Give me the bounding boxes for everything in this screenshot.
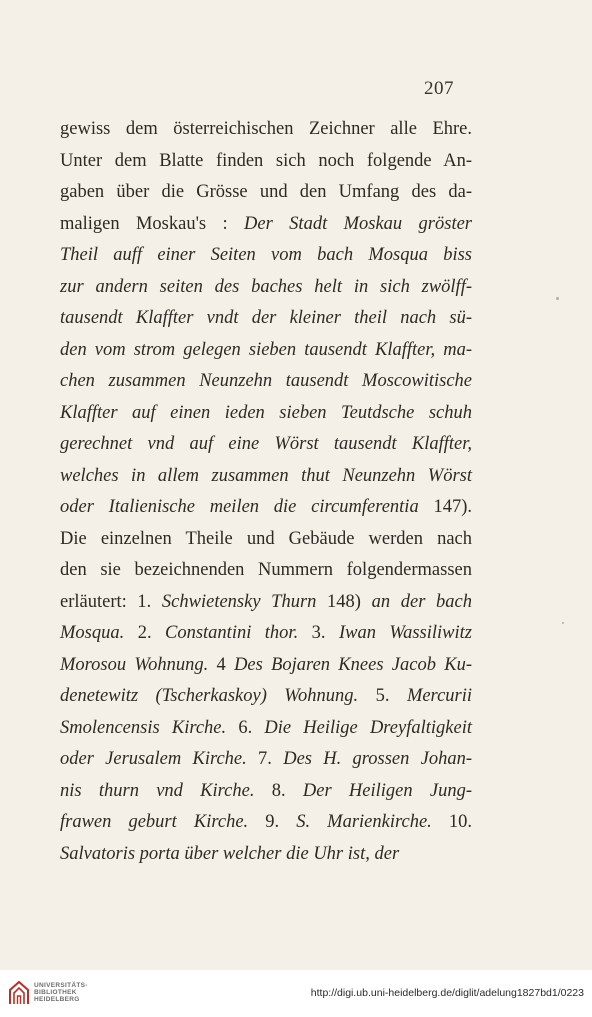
roman-text: 3. bbox=[298, 623, 339, 643]
roman-text: 7. bbox=[246, 749, 284, 769]
text-line bbox=[60, 272, 472, 304]
text-line bbox=[60, 461, 472, 493]
roman-text: 4 bbox=[208, 654, 235, 675]
library-name-line: UNIVERSITÄTS- bbox=[34, 982, 88, 989]
page-number: 207 bbox=[424, 78, 454, 99]
library-name-line: BIBLIOTHEK bbox=[34, 989, 77, 997]
page-speck bbox=[562, 622, 564, 624]
text-line bbox=[60, 618, 472, 650]
text-line bbox=[60, 713, 472, 745]
roman-text: maligen Moskau's : bbox=[60, 213, 245, 234]
text-line bbox=[60, 366, 472, 398]
text-line bbox=[60, 839, 472, 871]
italic-text: gerechnet vnd auf eine Wörst tausendt Klaffter, bbox=[60, 434, 472, 454]
roman-text: erläutert: 1. bbox=[60, 591, 162, 612]
italic-text: frawen geburt Kirche. bbox=[60, 812, 249, 832]
italic-text: S. Marienkirche. bbox=[296, 812, 432, 832]
italic-text: chen zusammen Neunzehn tausendt Moscowitische bbox=[60, 371, 472, 391]
italic-text: oder Italienische meilen die circumferentia bbox=[60, 497, 419, 517]
text-line bbox=[60, 807, 472, 839]
italic-text: den vom strom gelegen sieben tausendt Klaffter, ma- bbox=[60, 339, 472, 360]
roman-text: den sie bezeichnenden Nummern folgendermassen bbox=[60, 560, 472, 580]
italic-text: Mercurii bbox=[406, 686, 473, 706]
roman-text: 2. bbox=[124, 623, 165, 643]
text-line bbox=[60, 524, 472, 556]
text-line bbox=[60, 681, 472, 713]
italic-text: Die Heilige Dreyfaltigkeit bbox=[264, 717, 472, 738]
page-speck bbox=[556, 297, 559, 300]
italic-text: Der Heiligen Jung- bbox=[302, 780, 472, 801]
italic-text: Constantini thor. bbox=[165, 623, 299, 643]
italic-text: Smolencensis Kirche. bbox=[60, 717, 227, 738]
text-line bbox=[60, 335, 472, 367]
italic-text: an der bach bbox=[371, 591, 472, 612]
text-line bbox=[60, 114, 472, 146]
italic-text: Iwan Wassiliwitz bbox=[338, 623, 472, 643]
text-line bbox=[60, 209, 472, 241]
footer-bar bbox=[0, 970, 592, 1017]
italic-text: oder Jerusalem Kirche. bbox=[60, 749, 247, 769]
source-url-link[interactable]: http://digi.ub.uni-heidelberg.de/diglit/adelung1827bd1/0223 bbox=[310, 987, 584, 999]
text-line bbox=[60, 146, 472, 178]
text-line bbox=[60, 587, 472, 619]
text-line bbox=[60, 429, 472, 461]
italic-text: Klaffter auf einen ieden sieben Teutdsche schuh bbox=[60, 402, 472, 423]
text-line bbox=[60, 492, 472, 524]
text-line bbox=[60, 240, 472, 272]
italic-text: welches in allem zusammen thut Neunzehn Wörst bbox=[60, 465, 472, 486]
roman-text: 148) bbox=[316, 591, 372, 612]
text-line bbox=[60, 744, 472, 776]
roman-text: gaben über die Grösse und den Umfang des da- bbox=[60, 182, 472, 202]
roman-text: 147). bbox=[418, 497, 472, 517]
italic-text: nis thurn vnd Kirche. bbox=[60, 780, 255, 801]
body-text bbox=[60, 114, 472, 870]
roman-text: gewiss dem österreichischen Zeichner alle Ehre. bbox=[60, 119, 472, 139]
italic-text: Schwietensky Thurn bbox=[161, 591, 317, 612]
library-name bbox=[34, 982, 88, 1004]
roman-text: Unter dem Blatte finden sich noch folgende An- bbox=[60, 150, 472, 171]
italic-text: Des Bojaren Knees Jacob Ku- bbox=[234, 654, 472, 675]
italic-text: Mosqua. bbox=[60, 623, 125, 643]
university-library-logo-icon bbox=[8, 980, 30, 1006]
library-name-line: HEIDELBERG bbox=[34, 996, 80, 1004]
roman-text: Die einzelnen Theile und Gebäude werden nach bbox=[60, 528, 472, 549]
italic-text: Der Stadt Moskau gröster bbox=[244, 213, 473, 234]
text-line bbox=[60, 555, 472, 587]
italic-text: tausendt Klaffter vndt der kleiner theil nach sü- bbox=[60, 308, 472, 328]
roman-text: 5. bbox=[358, 686, 407, 706]
roman-text: 9. bbox=[248, 812, 297, 832]
italic-text: Salvatoris porta über welcher die Uhr ist, der bbox=[60, 843, 400, 864]
italic-text: Theil auff einer Seiten vom bach Mosqua biss bbox=[60, 245, 472, 265]
italic-text: zur andern seiten des baches helt in sich zwölff- bbox=[60, 276, 472, 297]
italic-text: Morosou Wohnung. bbox=[60, 654, 209, 675]
italic-text: Des H. grossen Johan- bbox=[283, 749, 473, 769]
text-line bbox=[60, 776, 472, 808]
italic-text: denetewitz (Tscherkaskoy) Wohnung. bbox=[60, 686, 359, 706]
roman-text: 10. bbox=[431, 812, 473, 832]
text-line bbox=[60, 303, 472, 335]
text-line bbox=[60, 177, 472, 209]
roman-text: 8. bbox=[254, 780, 303, 801]
text-line bbox=[60, 398, 472, 430]
text-line bbox=[60, 650, 472, 682]
roman-text: 6. bbox=[226, 717, 265, 738]
